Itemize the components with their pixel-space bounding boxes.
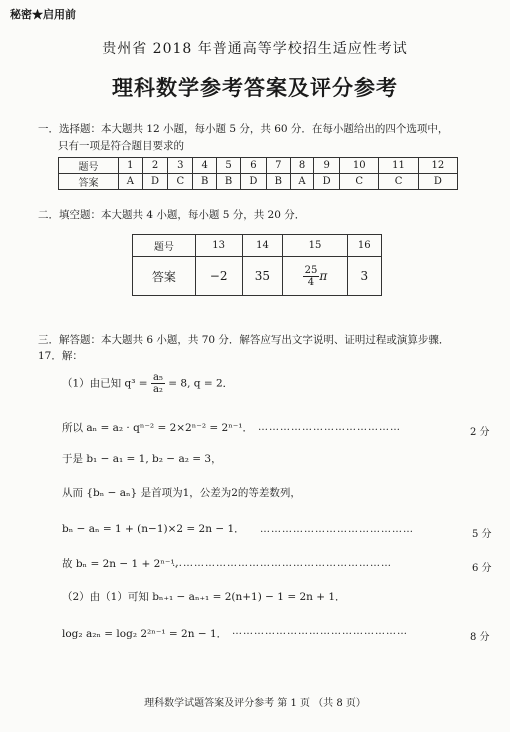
section1-subheading: 只有一项是符合题目要求的 (58, 140, 184, 152)
pi-symbol: π (319, 268, 328, 283)
table-cell: D (418, 174, 457, 190)
table-cell: 3 (168, 158, 193, 174)
table-cell: B (193, 174, 217, 190)
score-mark: 2 分 (470, 427, 490, 438)
table-cell: 2 (142, 158, 168, 174)
table-cell-label: 答案 (133, 257, 196, 296)
table-cell: C (379, 174, 418, 190)
solution-line-7: （2）由（1）可知 bₙ₊₁ − aₙ₊₁ = 2(n+1) − 1 = 2n + 1． (62, 591, 346, 603)
table-cell: D (142, 174, 168, 190)
table-cell: 8 (290, 158, 314, 174)
score-mark: 5 分 (472, 529, 492, 540)
score-mark: 6 分 (472, 563, 492, 574)
choice-answer-table (58, 157, 458, 190)
fraction-denominator: 4 (307, 276, 315, 288)
table-cell: B (217, 174, 241, 190)
score-mark: 8 分 (470, 632, 490, 643)
section2-heading: 二．填空题：本大题共 4 小题，每小题 5 分，共 20 分． (38, 209, 306, 221)
solution-line-2: 所以 aₙ = a₂ · qⁿ⁻² = 2×2ⁿ⁻² = 2ⁿ⁻¹． (62, 422, 253, 434)
table-row-answers (133, 257, 382, 296)
table-cell: A (119, 174, 143, 190)
table-cell: 15 (283, 235, 347, 257)
table-cell: −2 (195, 257, 242, 296)
fraction (303, 265, 320, 288)
dot-leader: ………………………………… (258, 422, 401, 433)
section1-heading: 一．选择题：本大题共 12 小题，每小题 5 分，共 60 分．在每小题给出的四个选项中， (38, 123, 449, 135)
table-cell: C (340, 174, 379, 190)
table-cell: 14 (242, 235, 283, 257)
table-cell: 11 (379, 158, 418, 174)
table-cell: B (266, 174, 290, 190)
table-cell: D (314, 174, 340, 190)
table-row-answers (59, 174, 458, 190)
fill-blank-answer-table (132, 234, 382, 296)
exam-title: 贵州省 2018 年普通高等学校招生适应性考试 (102, 41, 408, 57)
fraction-denominator: a₂ (152, 384, 163, 395)
page-footer: 理科数学试题答案及评分参考 第 1 页 （共 8 页） (144, 698, 366, 709)
table-cell: 35 (242, 257, 283, 296)
table-cell-label: 答案 (59, 174, 119, 190)
table-cell: 13 (195, 235, 242, 257)
table-cell: C (168, 174, 193, 190)
solution-line-8: log₂ a₂ₙ = log₂ 2²ⁿ⁻¹ = 2n − 1． (62, 628, 228, 640)
table-row-numbers (59, 158, 458, 174)
table-cell: 16 (347, 235, 381, 257)
solution-line-5: bₙ − aₙ = 1 + (n−1)×2 = 2n − 1． (62, 523, 245, 535)
table-cell: 7 (266, 158, 290, 174)
dot-leader: ………………………………………… (232, 626, 408, 637)
question-17-label: 17．解： (38, 350, 83, 362)
solution-line-4: 从而 {bₙ − aₙ} 是首项为1，公差为2的等差数列， (62, 487, 301, 499)
fraction (151, 372, 165, 395)
fraction-numerator: 25 (304, 264, 318, 276)
solution-text: = 8, q = 2． (168, 377, 234, 390)
table-cell: 5 (217, 158, 241, 174)
section3-heading: 三．解答题：本大题共 6 小题，共 70 分．解答应写出文字说明、证明过程或演算步骤． (38, 334, 450, 346)
fraction-numerator: a₅ (152, 372, 163, 383)
table-cell: A (290, 174, 314, 190)
table-cell-label: 题号 (59, 158, 119, 174)
main-title: 理科数学参考答案及评分参考 (112, 75, 398, 100)
dot-leader: …………………………………… (260, 524, 414, 535)
table-row-numbers (133, 235, 382, 257)
table-cell: 9 (314, 158, 340, 174)
solution-text: （1）由已知 q³ = (62, 377, 148, 390)
dot-leader: …………………………………………………… (172, 558, 392, 569)
table-cell: 10 (340, 158, 379, 174)
table-cell: 1 (119, 158, 143, 174)
table-cell: 4 (193, 158, 217, 174)
solution-line-3: 于是 b₁ − a₁ = 1, b₂ − a₂ = 3， (62, 453, 222, 465)
solution-line-1 (62, 372, 233, 395)
secret-mark: 秘密★启用前 (10, 8, 76, 21)
table-cell: D (241, 174, 267, 190)
table-cell: 6 (241, 158, 267, 174)
solution-line-6: 故 bₙ = 2n − 1 + 2ⁿ⁻¹． (62, 558, 186, 570)
table-cell-label: 题号 (133, 235, 196, 257)
table-cell-fraction (283, 257, 347, 296)
table-cell: 12 (418, 158, 457, 174)
table-cell: 3 (347, 257, 381, 296)
